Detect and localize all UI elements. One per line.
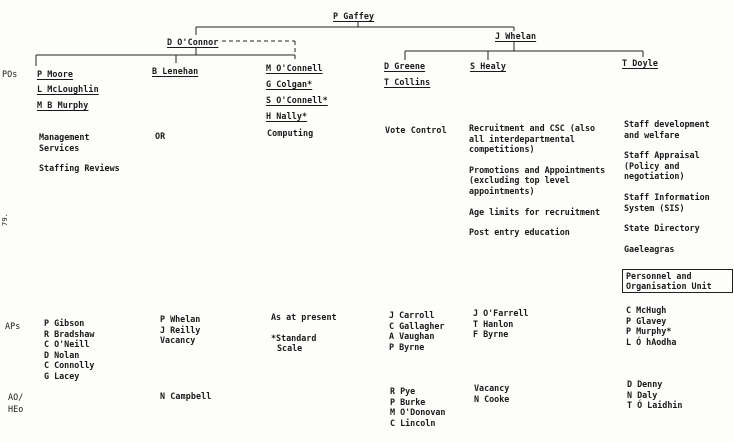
ao-name: T Ó Laidhin: [627, 400, 683, 411]
ap-name: C O'Neill: [44, 339, 90, 350]
function-lenehan: OR: [155, 131, 166, 141]
ap-name: D Nolan: [44, 349, 80, 360]
box-line: Personnel and: [626, 271, 692, 281]
box-line: Organisation Unit: [626, 281, 712, 291]
spacer: [624, 213, 732, 223]
ao-name: N Cooke: [474, 393, 510, 404]
function-line: State Directory: [624, 223, 700, 234]
aps-moore: [44, 318, 94, 382]
function-line: all interdepartmental: [469, 133, 575, 144]
function-line: Age limits for recruitment: [469, 206, 601, 217]
function-oconnell: Computing: [267, 128, 314, 138]
function-line: Recruitment and CSC (also: [469, 123, 596, 133]
top-manager: P Gaffey: [333, 11, 375, 21]
page-number: 79.: [1, 213, 9, 226]
spacer: [624, 234, 732, 244]
ap-name: P Gibson: [44, 318, 85, 328]
function-line: Management: [39, 132, 90, 142]
function-line: Staff development: [624, 119, 710, 129]
spacer: [624, 140, 732, 150]
spacer: [469, 217, 605, 227]
function-line: Gaeleagras: [624, 243, 675, 254]
ap-name: F Byrne: [473, 329, 509, 340]
ap-name: J Reilly: [160, 324, 201, 335]
spacer: [271, 323, 337, 333]
po-s-oconnell: S O'Connell*: [266, 95, 328, 105]
function-line: Staff Appraisal: [624, 150, 700, 161]
po-healy: S Healy: [470, 61, 506, 71]
ap-name: R Bradshaw: [44, 328, 95, 339]
ao-name: P Burke: [390, 396, 426, 407]
function-line: Services: [39, 142, 80, 153]
function-line: Staffing Reviews: [39, 163, 120, 174]
ao-greene: [390, 386, 445, 428]
ao-name: M O'Donovan: [390, 407, 446, 418]
function-line: negotiation): [624, 171, 685, 182]
po-greene: D Greene: [384, 61, 426, 71]
ao-healy: [474, 383, 509, 404]
row-label-aps: APs: [5, 321, 21, 331]
po-lenehan: B Lenehan: [152, 66, 199, 76]
manager-right: J Whelan: [495, 31, 537, 41]
ap-name: P Byrne: [389, 341, 425, 352]
ap-name: J Carroll: [389, 310, 435, 320]
spacer: [469, 155, 605, 165]
function-line: Post entry education: [469, 227, 570, 238]
ap-note: *Standard: [271, 332, 317, 343]
function-line: Staff Information: [624, 191, 710, 202]
ao-name: D Denny: [627, 379, 663, 389]
functions-moore: [39, 132, 120, 174]
ao-name: R Pye: [390, 386, 416, 396]
ap-name: G Lacey: [44, 370, 80, 381]
po-mcloughlin: L McLoughlin: [37, 84, 99, 94]
aps-lenehan: [160, 314, 200, 346]
ap-name: L Ó hAodha: [626, 336, 677, 347]
po-moore: P Moore: [37, 69, 73, 79]
ao-name: N Daly: [627, 389, 658, 400]
ao-doyle: [627, 379, 682, 411]
aps-oconnell: [271, 312, 337, 354]
po-collins: T Collins: [384, 77, 431, 87]
ap-name: T Hanlon: [473, 318, 514, 329]
ap-note: Scale: [277, 343, 303, 354]
po-doyle: T Doyle: [622, 58, 658, 68]
function-line: competitions): [469, 144, 535, 155]
row-label-ao-2: HEo: [8, 404, 24, 414]
function-line: System (SIS): [624, 202, 685, 213]
aps-healy: [473, 308, 528, 340]
function-line: and welfare: [624, 129, 680, 140]
ap-name: P Whelan: [160, 314, 201, 324]
ap-name: Vacancy: [160, 335, 196, 346]
spacer: [39, 153, 120, 163]
personnel-unit-box: [622, 269, 733, 293]
ap-name: C McHugh: [626, 305, 667, 315]
function-line: appointments): [469, 185, 535, 196]
ap-name: A Vaughan: [389, 331, 435, 342]
ap-note: As at present: [271, 312, 337, 322]
ao-name: Vacancy: [474, 383, 510, 393]
ao-name: C Lincoln: [390, 417, 436, 428]
po-m-oconnell: M O'Connell: [266, 63, 323, 73]
aps-greene: [389, 310, 444, 352]
spacer: [469, 197, 605, 207]
ap-name: P Glavey: [626, 315, 667, 326]
row-label-pos: POs: [2, 69, 18, 79]
po-colgan: G Colgan*: [266, 79, 313, 89]
function-greene: Vote Control: [385, 125, 447, 135]
ap-name: C Connolly: [44, 360, 95, 371]
function-line: (Policy and: [624, 160, 680, 171]
functions-doyle: [624, 119, 732, 254]
po-nally: H Nally*: [266, 111, 308, 121]
ap-name: P Murphy*: [626, 326, 672, 337]
function-line: (excluding top level: [469, 175, 570, 186]
ap-name: J O'Farrell: [473, 308, 529, 318]
function-line: Promotions and Appointments: [469, 164, 606, 175]
row-label-ao-1: AO/: [8, 392, 24, 402]
manager-left: D O'Connor: [167, 37, 219, 47]
aps-doyle: [626, 305, 676, 347]
functions-healy: [469, 123, 605, 238]
ap-name: C Gallagher: [389, 320, 445, 331]
spacer: [624, 182, 732, 192]
ao-lenehan: N Campbell: [160, 391, 212, 401]
po-murphy: M B Murphy: [37, 100, 89, 110]
